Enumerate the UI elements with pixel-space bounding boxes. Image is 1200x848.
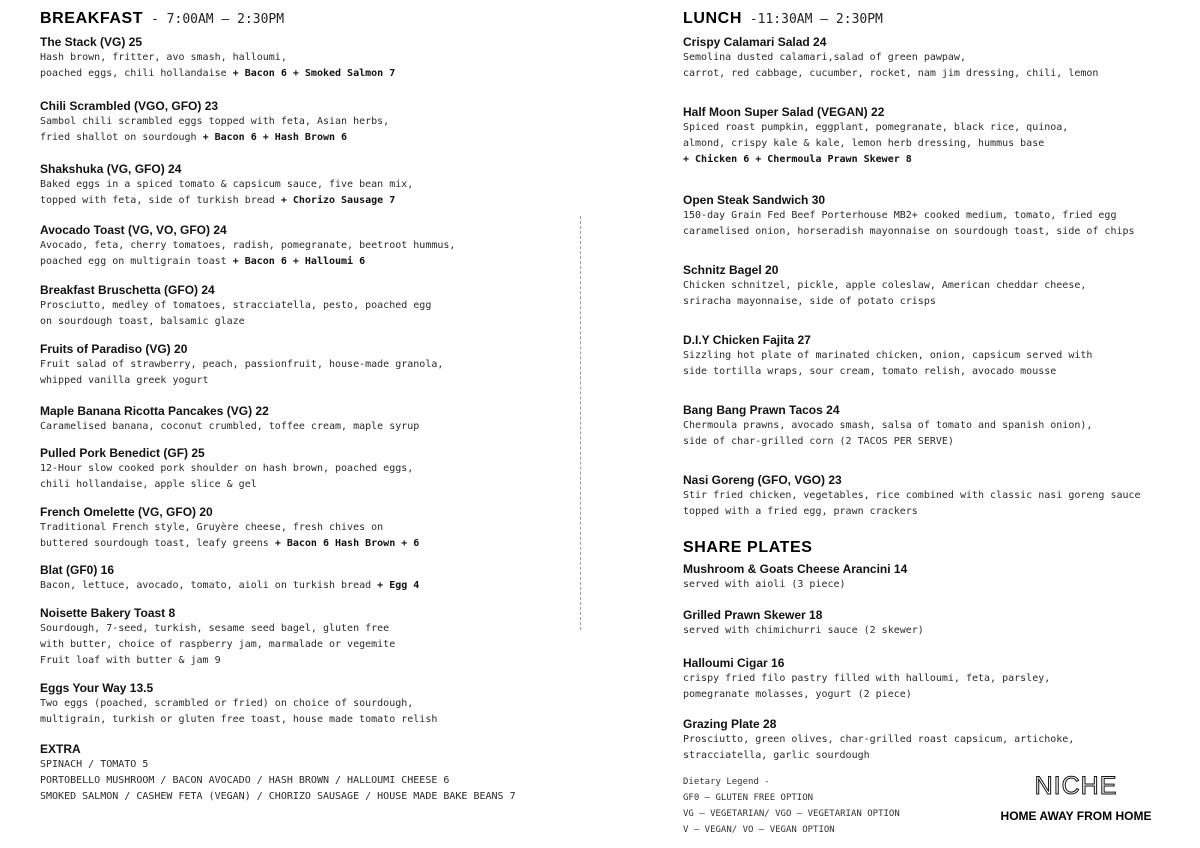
menu-item-description (683, 224, 1183, 240)
menu-item (40, 161, 560, 209)
menu-item-description (683, 577, 1183, 593)
menu-item-description (40, 66, 560, 82)
menu-item-description (683, 732, 1183, 748)
niche-logo: NICHE (1034, 772, 1118, 800)
menu-item-text: almond, crispy kale & kale, lemon herb dressing, hummus base (683, 138, 1045, 149)
menu-item-text: Chicken schnitzel, pickle, apple coleslaw, American cheddar cheese, (683, 280, 1087, 291)
menu-item (40, 680, 560, 728)
menu-item-text: poached egg on multigrain toast (40, 256, 233, 267)
menu-item-text: Sambol chili scrambled eggs topped with feta, Asian herbs, (40, 116, 390, 127)
menu-item (683, 472, 1183, 520)
menu-item-text: fried shallot on sourdough (40, 132, 203, 143)
menu-item-text: poached eggs, chili hollandaise (40, 68, 233, 79)
menu-item-description (683, 120, 1183, 136)
menu-item-description (683, 623, 1183, 639)
dietary-legend (683, 774, 900, 838)
menu-item-text: Traditional French style, Gruyère cheese, fresh chives on (40, 522, 384, 533)
menu-item-name: French Omelette (VG, GFO) 20 (40, 505, 213, 519)
menu-item-description (683, 364, 1183, 380)
menu-item-description (683, 66, 1183, 82)
menu-item-text: Fruit loaf with butter & jam 9 (40, 655, 221, 666)
menu-item-text: 150-day Grain Fed Beef Porterhouse MB2+ cooked medium, tomato, fried egg (683, 210, 1117, 221)
menu-item-text: Spiced roast pumpkin, eggplant, pomegranate, black rice, quinoa, (683, 122, 1069, 133)
menu-item-addon: + Chicken 6 + Chermoula Prawn Skewer 8 (683, 154, 912, 165)
menu-item (40, 341, 560, 389)
menu-item-addon: + Bacon 6 Hash Brown + 6 (274, 538, 420, 549)
menu-item-description (40, 50, 560, 66)
menu-item (683, 402, 1183, 450)
menu-item-name: Avocado Toast (VG, VO, GFO) 24 (40, 223, 227, 237)
menu-item-description (40, 757, 560, 773)
menu-item-text: caramelised onion, horseradish mayonnaise on sourdough toast, side of chips (683, 226, 1135, 237)
menu-item-description (40, 314, 560, 330)
menu-item-description (683, 418, 1183, 434)
menu-item-name: Blat (GF0) 16 (40, 563, 115, 577)
menu-item-description (683, 208, 1183, 224)
menu-item-description (40, 193, 560, 209)
menu-item-description (40, 238, 560, 254)
menu-item-text: carrot, red cabbage, cucumber, rocket, nam jim dressing, chili, lemon (683, 68, 1099, 79)
menu-item-name: Eggs Your Way 13.5 (40, 681, 154, 695)
menu-item (683, 34, 1183, 82)
menu-item (40, 445, 560, 493)
legend-title: Dietary Legend - (683, 777, 770, 787)
menu-item-text: topped with a fried egg, prawn crackers (683, 506, 918, 517)
menu-item-addon: + Bacon 6 + Halloumi 6 (232, 256, 366, 267)
menu-item-text: stracciatella, garlic sourdough (683, 750, 870, 761)
menu-item-description (40, 536, 560, 552)
menu-item-text: Two eggs (poached, scrambled or fried) on choice of sourdough, (40, 698, 414, 709)
menu-item (40, 34, 560, 82)
menu-item-name: Half Moon Super Salad (VEGAN) 22 (683, 105, 885, 119)
menu-item-text: on sourdough toast, balsamic glaze (40, 316, 245, 327)
menu-item-name: Halloumi Cigar 16 (683, 656, 785, 670)
menu-item-description (683, 671, 1183, 687)
menu-item-text: side of char-grilled corn (2 TACOS PER SERVE) (683, 436, 954, 447)
menu-item-description (683, 294, 1183, 310)
menu-item-name: Pulled Pork Benedict (GF) 25 (40, 446, 205, 460)
menu-item-text: Hash brown, fritter, avo smash, halloumi, (40, 52, 287, 63)
menu-item-description (40, 461, 560, 477)
menu-item-description (40, 130, 560, 146)
menu-item-description (40, 653, 560, 669)
menu-item-description (683, 488, 1183, 504)
menu-item-description (40, 298, 560, 314)
menu-item-name: The Stack (VG) 25 (40, 35, 143, 49)
menu-item-text: Sourdough, 7-seed, turkish, sesame seed bagel, gluten free (40, 623, 390, 634)
menu-item-description (683, 434, 1183, 450)
menu-item-name: Grazing Plate 28 (683, 717, 777, 731)
menu-item (40, 741, 560, 805)
menu-item-description (40, 773, 560, 789)
menu-item-description (40, 520, 560, 536)
menu-item-text: Sizzling hot plate of marinated chicken, onion, capsicum served with (683, 350, 1093, 361)
legend-line: VG – VEGETARIAN/ VGO – VEGETARIAN OPTION (683, 809, 900, 819)
menu-item-description (40, 789, 560, 805)
menu-item-text: multigrain, turkish or gluten free toast, house made tomato relish (40, 714, 438, 725)
lunch-hours: -11:30AM – 2:30PM (742, 12, 883, 27)
menu-item-description (683, 136, 1183, 152)
menu-item-name: Maple Banana Ricotta Pancakes (VG) 22 (40, 404, 269, 418)
menu-item-description (40, 621, 560, 637)
menu-item-addon: + Bacon 6 + Smoked Salmon 7 (232, 68, 396, 79)
menu-item-description (683, 748, 1183, 764)
menu-item-text: SMOKED SALMON / CASHEW FETA (VEGAN) / CHORIZO SAUSAGE / HOUSE MADE BAKE BEANS 7 (40, 791, 516, 802)
legend-line: V – VEGAN/ VO – VEGAN OPTION (683, 825, 835, 835)
menu-item (40, 98, 560, 146)
menu-item-text: Fruit salad of strawberry, peach, passionfruit, house-made granola, (40, 359, 444, 370)
lunch-heading (683, 10, 883, 28)
menu-item-description (683, 687, 1183, 703)
menu-item-text: Prosciutto, green olives, char-grilled roast capsicum, artichoke, (683, 734, 1075, 745)
menu-item (683, 716, 1183, 764)
lunch-title: LUNCH (683, 10, 742, 27)
menu-item-name: Noisette Bakery Toast 8 (40, 606, 176, 620)
breakfast-hours: - 7:00AM – 2:30PM (143, 12, 285, 27)
menu-item-description (40, 419, 560, 435)
menu-item-description (683, 152, 1183, 168)
menu-item-description (40, 637, 560, 653)
menu-item-text: served with chimichurri sauce (2 skewer) (683, 625, 924, 636)
menu-item-text: with butter, choice of raspberry jam, marmalade or vegemite (40, 639, 396, 650)
menu-item (683, 561, 1183, 593)
menu-item-description (683, 50, 1183, 66)
menu-item (40, 222, 560, 270)
menu-item-description (683, 278, 1183, 294)
menu-item-name: Shakshuka (VG, GFO) 24 (40, 162, 182, 176)
menu-item (40, 282, 560, 330)
menu-item-text: SPINACH / TOMATO 5 (40, 759, 149, 770)
brand-block (985, 772, 1167, 823)
menu-item-description (683, 504, 1183, 520)
menu-item (40, 605, 560, 669)
legend-line: GF0 – GLUTEN FREE OPTION (683, 793, 814, 803)
menu-item-text: Stir fried chicken, vegetables, rice combined with classic nasi goreng sauce (683, 490, 1141, 501)
menu-item (40, 562, 560, 594)
menu-item (40, 403, 560, 435)
menu-item-name: Bang Bang Prawn Tacos 24 (683, 403, 840, 417)
menu-item-text: sriracha mayonnaise, side of potato crisps (683, 296, 936, 307)
brand-tagline: HOME AWAY FROM HOME (1000, 809, 1152, 823)
menu-item-name: D.I.Y Chicken Fajita 27 (683, 333, 811, 347)
menu-item-name: EXTRA (40, 742, 81, 756)
menu-item-text: pomegranate molasses, yogurt (2 piece) (683, 689, 912, 700)
menu-item-description (40, 114, 560, 130)
menu-item-text: PORTOBELLO MUSHROOM / BACON AVOCADO / HASH BROWN / HALLOUMI CHEESE 6 (40, 775, 450, 786)
menu-item-text: topped with feta, side of turkish bread (40, 195, 281, 206)
menu-item-name: Grilled Prawn Skewer 18 (683, 608, 823, 622)
column-divider (580, 216, 581, 630)
menu-item-description (40, 177, 560, 193)
menu-item-description (40, 712, 560, 728)
menu-item-text: Avocado, feta, cherry tomatoes, radish, pomegranate, beetroot hummus, (40, 240, 456, 251)
menu-item-name: Fruits of Paradiso (VG) 20 (40, 342, 188, 356)
share-plates-title: SHARE PLATES (683, 539, 813, 556)
menu-item (683, 262, 1183, 310)
menu-item-text: crispy fried filo pastry filled with halloumi, feta, parsley, (683, 673, 1051, 684)
menu-item (683, 192, 1183, 240)
menu-item-text: Bacon, lettuce, avocado, tomato, aioli on turkish bread (40, 580, 378, 591)
menu-item-name: Crispy Calamari Salad 24 (683, 35, 827, 49)
breakfast-title: BREAKFAST (40, 10, 144, 27)
menu-item-name: Chili Scrambled (VGO, GFO) 23 (40, 99, 219, 113)
menu-item-addon: + Bacon 6 + Hash Brown 6 (202, 132, 348, 143)
menu-item (683, 607, 1183, 639)
menu-item-text: buttered sourdough toast, leafy greens (40, 538, 275, 549)
menu-item-text: 12-Hour slow cooked pork shoulder on hash brown, poached eggs, (40, 463, 414, 474)
menu-item (683, 332, 1183, 380)
menu-item (683, 104, 1183, 168)
menu-item-description (40, 696, 560, 712)
menu-item-name: Nasi Goreng (GFO, VGO) 23 (683, 473, 842, 487)
menu-item (683, 655, 1183, 703)
menu-item-text: Chermoula prawns, avocado smash, salsa of tomato and spanish onion), (683, 420, 1093, 431)
menu-item-description (40, 477, 560, 493)
menu-item-description (40, 254, 560, 270)
menu-item-description (683, 348, 1183, 364)
menu-item-description (40, 373, 560, 389)
menu-item-addon: + Chorizo Sausage 7 (280, 195, 396, 206)
menu-item-name: Mushroom & Goats Cheese Arancini 14 (683, 562, 908, 576)
menu-item-text: Baked eggs in a spiced tomato & capsicum sauce, five bean mix, (40, 179, 414, 190)
menu-item-name: Schnitz Bagel 20 (683, 263, 779, 277)
menu-item-description (40, 357, 560, 373)
menu-item-addon: + Egg 4 (377, 580, 420, 591)
menu-item-name: Breakfast Bruschetta (GFO) 24 (40, 283, 215, 297)
menu-item-text: chili hollandaise, apple slice & gel (40, 479, 257, 490)
menu-item-text: Prosciutto, medley of tomatoes, stracciatella, pesto, poached egg (40, 300, 432, 311)
menu-item-name: Open Steak Sandwich 30 (683, 193, 826, 207)
breakfast-heading (40, 10, 284, 28)
menu-item-text: served with aioli (3 piece) (683, 579, 846, 590)
menu-item-text: side tortilla wraps, sour cream, tomato relish, avocado mousse (683, 366, 1057, 377)
menu-item (40, 504, 560, 552)
share-plates-heading (683, 539, 813, 557)
menu-item-description (40, 578, 560, 594)
menu-item-text: Caramelised banana, coconut crumbled, toffee cream, maple syrup (40, 421, 420, 432)
menu-item-text: Semolina dusted calamari,salad of green pawpaw, (683, 52, 966, 63)
menu-item-text: whipped vanilla greek yogurt (40, 375, 209, 386)
